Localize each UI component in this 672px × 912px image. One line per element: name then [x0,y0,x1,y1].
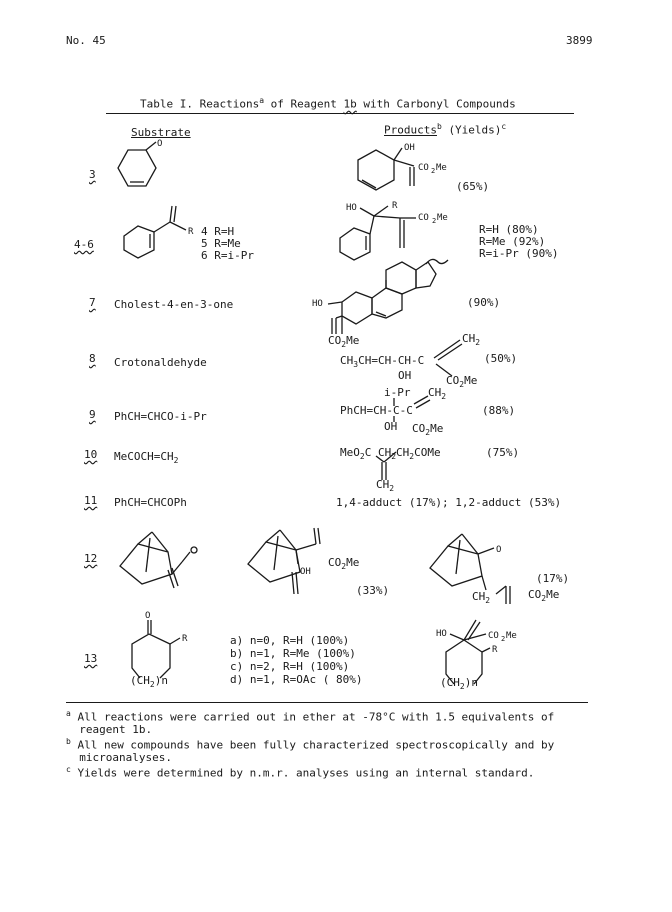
svg-text:R: R [492,645,498,655]
svg-text:CO: CO [418,213,429,223]
col-substrate: Substrate [131,126,191,139]
row-10-product: MeO$_2$C $CH_2CH_2COMe$ [340,446,441,462]
row-11-product: 1,4-adduct (17%); 1,2-adduct (53%) [336,496,562,509]
table-title: Table I. Reactions$^a$ of Reagent 1b with Carbonyl Compounds [140,96,516,111]
row-9-product: PhCH=CH-C-C [340,404,413,417]
row-8-number: 8 [89,352,96,365]
svg-text:2: 2 [501,635,506,643]
row-8-product: $CH_3CH=CH-CH-C$ [340,354,425,370]
row-4-6-number: 4-6 [74,238,94,251]
svg-text:Me: Me [506,631,517,641]
norcamphor-product-b-structure [420,528,520,608]
row-12-co2me-b: $CO_2Me$ [528,588,560,604]
row-8-ch2: $CH_2$ [462,332,481,348]
row-4-6-yields: R=H (80%) R=Me (92%) R=i-Pr (90%) [479,223,559,260]
svg-text:O: O [157,139,163,149]
svg-text:OH: OH [404,143,415,153]
footnote-b: $^b$ All new compounds have been fully characterized spectroscopically and by microanalyses. [66,737,555,764]
row-9-co2me: $CO_2Me$ [412,422,444,438]
row-9-bonds [390,394,440,434]
row-10-substrate: $MeCOCH=CH_2$ [114,450,179,466]
row-7-number: 7 [89,296,96,309]
steroid-co2me: $CO_2Me$ [328,334,360,350]
product-3-structure [348,140,468,200]
svg-text:Me: Me [437,213,448,223]
row-12-number: 12 [84,552,98,565]
row-8-oh: OH [398,369,412,382]
footnote-a: $^a$ All reactions were carried out in ether at -78°C with 1.5 equivalents of reagent 1b. [66,709,555,736]
row-13-ring-label: $(CH_2)n$ [130,674,168,690]
row-12-yield-a: (33%) [356,584,390,597]
row-8-co2me: $CO_2Me$ [446,374,478,390]
row-7-substrate: Cholest-4-en-3-one [114,298,234,311]
row-13-product-ring-label: $(CH_2)n$ [440,676,478,692]
cyclohexenone-structure [110,140,180,200]
row-12-yield-b: (17%) [536,572,570,585]
svg-text:OH: OH [300,567,311,577]
row-12-ch2: $CH_2$ [472,590,491,606]
svg-text:CO: CO [488,631,499,641]
svg-text:R: R [392,201,398,211]
svg-text:2: 2 [432,217,437,225]
row-10-number: 10 [84,448,98,461]
svg-text:HO: HO [346,203,357,213]
row-3-yield: (65%) [456,180,490,193]
row-8-bonds [430,336,470,376]
svg-text:R: R [182,634,188,644]
row-13-conditions: a) n=0, R=H (100%) b) n=1, R=Me (100%) c) n=2, R=H (100%) d) n=1, R=OAc ( 80%) [230,634,363,686]
svg-text:2: 2 [431,167,436,175]
row-9-ipr: i-Pr [384,386,411,399]
svg-text:HO: HO [436,629,447,639]
svg-text:HO: HO [312,299,323,309]
norcamphor-substrate-structure [110,530,210,600]
footnote-c: $^c$ Yields were determined by n.m.r. analyses using an internal standard. [66,765,535,780]
row-8-substrate: Crotonaldehyde [114,356,207,369]
svg-text:O: O [496,545,502,555]
svg-text:Me: Me [436,163,447,173]
row-10-yield: (75%) [486,446,520,459]
row-8-yield: (50%) [484,352,518,365]
svg-text:CO: CO [418,163,429,173]
row-12-co2me-a: $CO_2Me$ [328,556,360,572]
row-9-yield: (88%) [482,404,516,417]
row-9-ch2: $CH_2$ [428,386,447,402]
row-9-number: 9 [89,408,96,421]
page-number: 3899 [566,34,593,47]
row-11-substrate: PhCH=CHCOPh [114,496,187,509]
row-13-number: 13 [84,652,98,665]
svg-text:O: O [145,611,151,621]
row-7-yield: (90%) [467,296,501,309]
row-9-substrate: PhCH=CHCO-i-Pr [114,410,207,423]
row-3-number: 3 [89,168,96,181]
svg-text:R: R [188,227,194,237]
table-bottom-rule [66,702,588,703]
row-4-6-labels: 4 R=H 5 R=Me 6 R=i-Pr [201,225,254,262]
title-rule [106,113,574,114]
row-10-ch2: $CH_2$ [376,478,395,494]
col-products: Products$^b$ (Yields)$^c$ [384,122,507,137]
journal-number: No. 45 [66,34,106,47]
row-11-number: 11 [84,494,98,507]
row-9-oh: OH [384,420,398,433]
